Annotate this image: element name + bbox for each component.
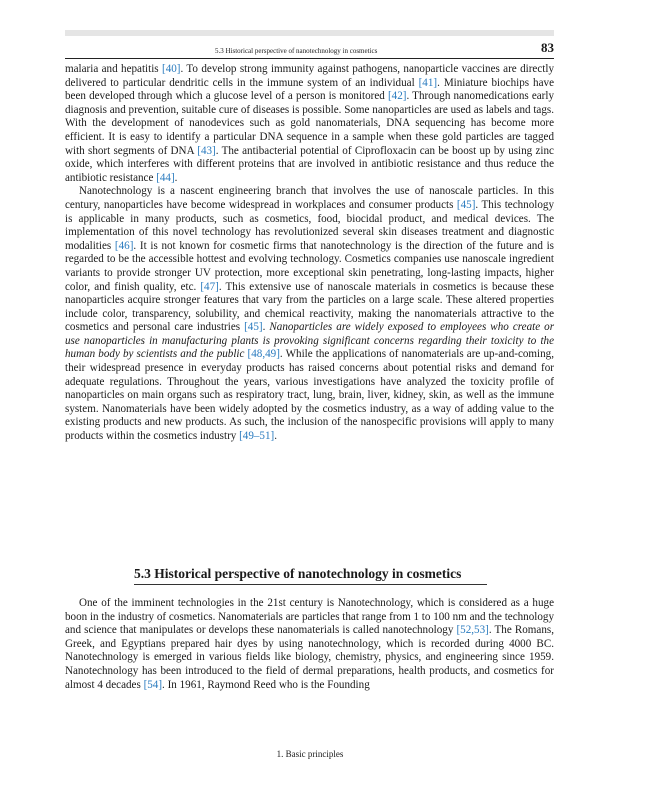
section-body xyxy=(65,597,554,692)
italic-text-run: Nanoparticles are widely exposed to employees who create or use nanoparticles in manufacturing plants is provoking significant concerns regarding their toxicity to the human body by scientists and the public xyxy=(65,321,555,361)
running-header xyxy=(65,30,554,59)
paragraph-3 xyxy=(65,597,554,692)
text-run: . xyxy=(262,321,270,334)
paragraph-2 xyxy=(65,185,554,443)
citation-link[interactable]: [52,53] xyxy=(456,624,489,637)
text-run: . The antibacterial potential of Ciprofloxacin can be boost up by using zinc oxide, which interferes with different proteins that are involved in antibiotic resistance and thus reduce the antibiotic resistance xyxy=(65,144,554,184)
citation-link[interactable]: [44] xyxy=(156,171,175,184)
section-heading: 5.3 Historical perspective of nanotechnology in cosmetics xyxy=(134,566,462,581)
citation-link[interactable]: [49–51] xyxy=(239,430,275,443)
paragraph-1 xyxy=(65,63,554,185)
citation-link[interactable]: [54] xyxy=(143,678,163,691)
page-number: 83 xyxy=(541,40,554,55)
text-run: . xyxy=(274,430,277,443)
text-run: . xyxy=(174,171,178,184)
citation-link[interactable]: [41] xyxy=(418,76,438,89)
text-run: . This technology is applicable in many products, such as cosmetics, food, biocidal product, and medical devices. The implementation of this novel technology has revolutionized several skin diseases treatment and diagnostic modalities xyxy=(65,198,554,252)
text-run: malaria and hepatitis xyxy=(65,63,162,75)
citation-link[interactable]: [45] xyxy=(456,198,476,211)
citation-link[interactable]: [47] xyxy=(200,280,219,293)
citation-link[interactable]: [46] xyxy=(114,239,134,252)
citation-link[interactable]: [40] xyxy=(162,63,181,75)
citation-link[interactable]: [45] xyxy=(244,321,263,334)
section-heading-underline xyxy=(134,584,487,585)
citation-link[interactable]: [42] xyxy=(387,90,407,103)
body-text xyxy=(65,63,554,444)
citation-link[interactable]: [48,49] xyxy=(247,348,280,361)
text-run: . This extensive use of nanoscale materials in cosmetics is because these nanoparticles acquire stronger features that vary from the particles on a large scale. These altered properties include color, transparency, solubility, and chemical reactivity, making the nanomaterials attractive to the cosmetics and personal care industries xyxy=(65,280,554,334)
text-run: . Miniature biochips have been developed through which a glucose level of a person is monitored xyxy=(65,76,554,103)
text-run: . The Romans, Greek, and Egyptians prepared hair dyes by using nanotechnology, which is recorded during 4000 BC. Nanotechnology is emerged in various fields like biology, chemistry, physics, and engineering since 1959. Nanotechnology has been introduced to the field of dermal preparations, health products, and cosmetics for almost 4 decades xyxy=(65,624,554,691)
text-run: Nanotechnology is a nascent engineering branch that involves the use of nanoscale particles. In this century, nanoparticles have become widespread in workplaces and consumer products xyxy=(65,185,554,211)
text-run: . Through nanomedications early diagnosis and prevention, suitable cure of diseases is possible. Some nanoparticles are used as labels and tags. With the development of nanodevices such as gold nanomaterials, DNA sequencing has become more efficient. It is easy to identify a particular DNA sequence in a sample when these gold particles are tagged with short segments of DNA xyxy=(65,90,554,157)
text-run: . To develop strong immunity against pathogens, nanoparticle vaccines are directly delivered to particular dendritic cells in the immune system of an individual xyxy=(65,63,554,89)
footer-text: 1. Basic principles xyxy=(276,749,344,759)
citation-link[interactable]: [43] xyxy=(197,144,216,157)
running-header-title: 5.3 Historical perspective of nanotechnology in cosmetics xyxy=(215,47,378,55)
text-run: . While the applications of nanomaterials are up-and-coming, their widespread presence in everyday products has raised concerns about potential risks and demand for adequate regulations. Throughout the years, various investigations have analyzed the toxicity profile of nanoparticles on main organs such as respiratory tract, lung, brain, liver, kidney, skin, as well as the immune system. Nanomaterials have been widely adopted by the cosmetics industry, as a way of adding value to the existing products and new products. As such, the inclusion of the nanospecific provisions will apply to many products within the cosmetics industry xyxy=(65,348,554,443)
running-footer xyxy=(0,749,648,759)
text-run: . It is not known for cosmetic firms that nanotechnology is the direction of the future and is regarded to be the accessible hottest and evolving technology. Cosmetics companies use nanoscale ingredient variants to provide stronger UV protection, more exceptional skin penetrating, long-lasting impacts, higher color, and finish quality, etc. xyxy=(65,239,554,293)
text-run: . In 1961, Raymond Reed who is the Founding xyxy=(162,678,370,691)
text-run: One of the imminent technologies in the 21st century is Nanotechnology, which is considered as a huge boon in the industry of cosmetics. Nanomaterials are particles that range from 1 to 100 nm and the technology and science that manipulates or develops these nanomaterials is called nanotechnology xyxy=(65,597,554,637)
